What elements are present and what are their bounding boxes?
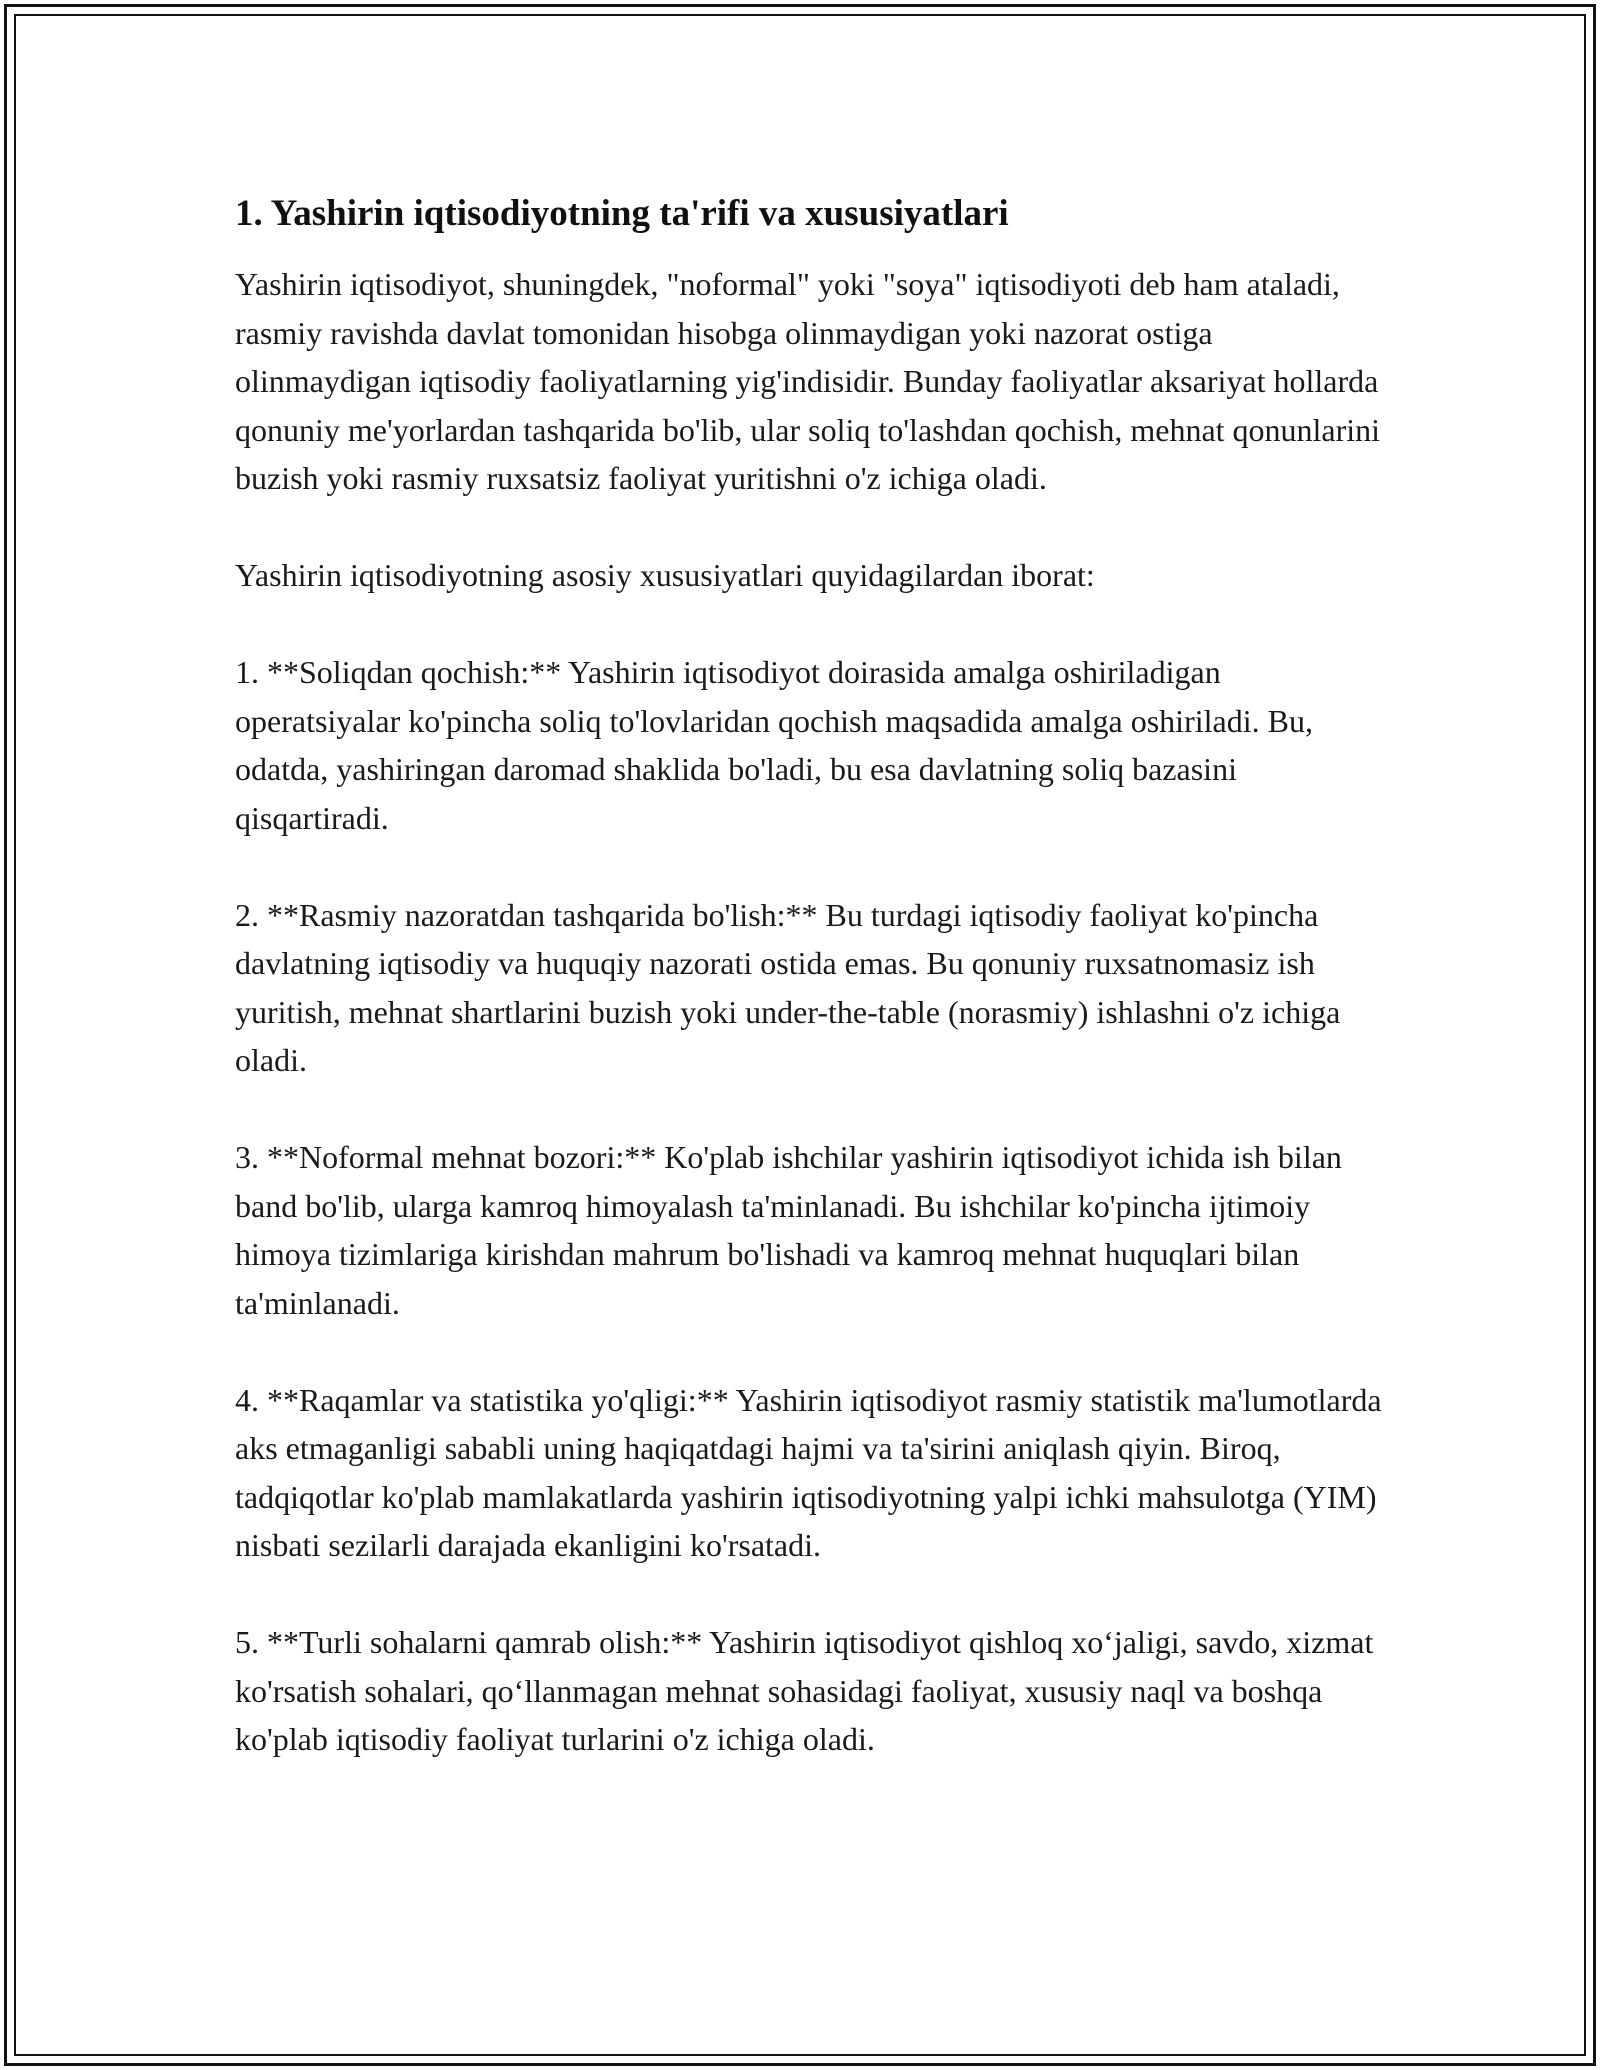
list-item: 1. **Soliqdan qochish:** Yashirin iqtisodiyot doirasida amalga oshiriladigan operatsiyalar ko'pincha soliq to'lovlaridan qochish maqsadida amalga oshiriladi. Bu, odatda, yashiringan daromad shaklida bo'ladi, bu esa davlatning soliq bazasini qisqartiradi. xyxy=(235,654,1313,836)
intro-paragraph: Yashirin iqtisodiyot, shuningdek, "noformal" yoki "soya" iqtisodiyoti deb ham ataladi, rasmiy ravishda davlat tomonidan hisobga olinmaydigan yoki nazorat ostiga olinmaydigan iqtisodiy faoliyatlarning yig'indisidir. Bunday faoliyatlar aksariyat hollarda qonuniy me'yorlardan tashqarida bo'lib, ular soliq to'lashdan qochish, mehnat qonunlarini buzish yoki rasmiy ruxsatsiz faoliyat yuritishni o'z ichiga oladi. xyxy=(235,266,1381,496)
document-body xyxy=(235,188,1385,1812)
section-heading: 1. Yashirin iqtisodiyotning ta'rifi va xususiyatlari xyxy=(235,193,1009,234)
list-item: 5. **Turli sohalarni qamrab olish:** Yashirin iqtisodiyot qishloq xo‘jaligi, savdo, xizmat ko'rsatish sohalari, qo‘llanmagan mehnat sohasidagi faoliyat, xususiy naql va boshqa ko'plab iqtisodiy faoliyat turlarini o'z ichiga oladi. xyxy=(235,1624,1374,1757)
list-item: 4. **Raqamlar va statistika yo'qligi:** Yashirin iqtisodiyot rasmiy statistik ma'lumotlarda aks etmaganligi sababli uning haqiqatdagi hajmi va ta'sirini aniqlash qiyin. Biroq, tadqiqotlar ko'plab mamlakatlarda yashirin iqtisodiyotning yalpi ichki mahsulotga (YIM) nisbati sezilarli darajada ekanligini ko'rsatadi. xyxy=(235,1381,1382,1563)
list-item: 3. **Noformal mehnat bozori:** Ko'plab ishchilar yashirin iqtisodiyot ichida ish bilan band bo'lib, ularga kamroq himoyalash ta'minlanadi. Bu ishchilar ko'pincha ijtimoiy himoya tizimlariga kirishdan mahrum bo'lishadi va kamroq mehnat huquqlari bilan ta'minlanadi. xyxy=(235,1139,1342,1321)
lead-in-paragraph: Yashirin iqtisodiyotning asosiy xususiyatlari quyidagilardan iborat: xyxy=(235,557,1095,593)
list-item: 2. **Rasmiy nazoratdan tashqarida bo'lish:** Bu turdagi iqtisodiy faoliyat ko'pincha davlatning iqtisodiy va huquqiy nazorati ostida emas. Bu qonuniy ruxsatnomasiz ish yuritish, mehnat shartlarini buzish yoki under-the-table (norasmiy) ishlashni o'z ichiga oladi. xyxy=(235,896,1341,1078)
